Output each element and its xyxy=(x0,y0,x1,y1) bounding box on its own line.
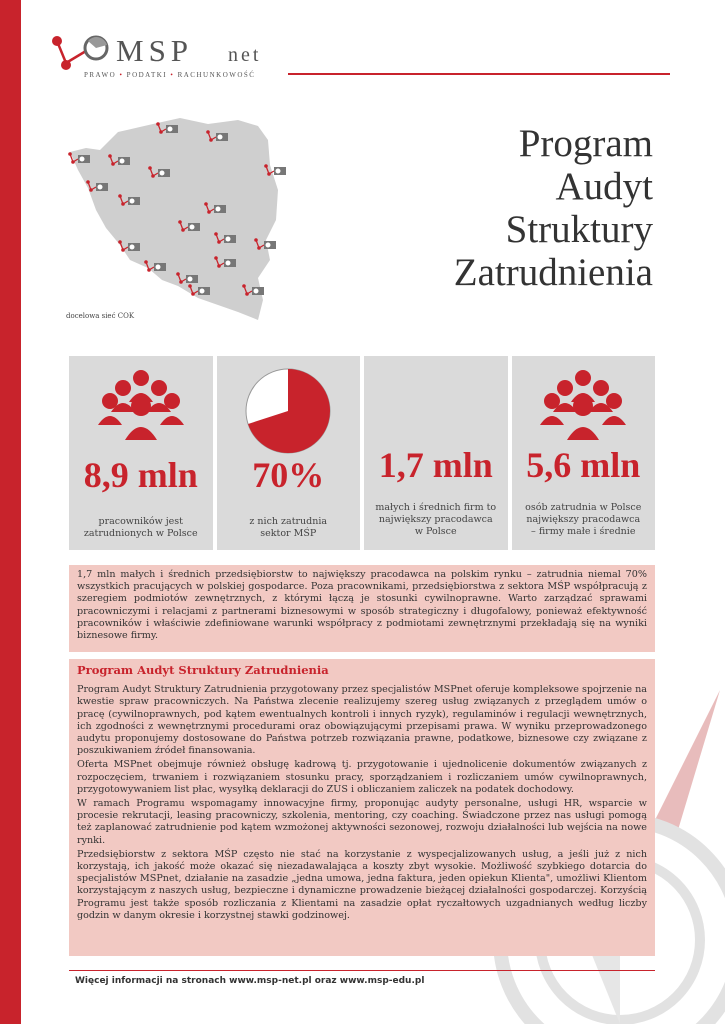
people-group-icon xyxy=(512,368,656,448)
office-pin-icon xyxy=(264,164,286,176)
stat-value: 5,6 mln xyxy=(526,445,641,485)
stats-panel xyxy=(69,356,655,550)
intro-text: 1,7 mln małych i średnich przedsiębiorstw to największy pracodawca na polskim rynku – zatrudnia niemal 70% wszystkich pracujących w polskiej gospodarce. Poza pracownikami, przedsiębiorstwa z sektora MŚP współpracują z szeregiem podmiotów zewnętrznych, z którymi łączą je stosunki cywilnoprawne. Warto zarządzać sprawami pracowniczymi i relacjami z partnerami biznesowymi w sposób strategiczny i długofalowy, ponieważ efektywność pracowników i właściwie zdefiniowane warunki współpracy z podmiotami zewnętrznymi przekładają się na wyniki biznesowe firmy. xyxy=(69,565,655,652)
pie-chart-icon xyxy=(217,366,361,446)
paragraph: Program Audyt Struktury Zatrudnienia przygotowany przez specjalistów MSPnet oferuje kompleksowe spojrzenie na kwestie spraw pracowniczych. Na Państwa zlecenie realizujemy szereg usług związanych z przeglądem umów o pracę (cywilnoprawnych, pod kątem ewentualnych kontroli i innych ryzyk), regulaminów i regulacji wewnętrznych, ich zgodności z wewnętrznymi procedurami oraz obowiązującymi przepisami prawa. W wyniku przeprowadzonego audytu proponujemy dostosowane do Państwa potrzeb rozwiązania prawne, podatkowe, biznesowe czy związane z poszukiwaniem źródeł finansowania. xyxy=(77,684,647,757)
paragraph: Oferta MSPnet obejmuje również obsługę kadrową tj. przygotowanie i ujednolicenie dokumentów związanych z rozpoczęciem, trwaniem i rozwiązaniem stosunku pracy, sporządzaniem i rozliczaniem umów cywilnoprawnych, przygotowywaniem list płac, wysyłką deklaracji do ZUS i obliczaniem zaliczek na podatek dochodowy. xyxy=(77,759,647,795)
header-divider xyxy=(288,73,670,75)
logo-tagline: PRAWO • PODATKI • RACHUNKOWOŚĆ xyxy=(84,71,256,79)
map-caption: docelowa sieć COK xyxy=(66,312,135,320)
paragraph: Przedsiębiorstw z sektora MŚP często nie stać na korzystanie z wyspecjalizowanych usług, a jeśli już z nich korzystają, ich jakość może okazać się niezadawalająca a koszty zbyt wysokie. Możliwość szybkiego dotarcia do specjalistów MSPnet, działanie na zasadzie „jedna umowa, jedna faktura, jeden opiekun Klienta", umożliwi Klientom korzystającym z naszych usług, bezpieczne i dynamiczne prowadzenie bieżącej działalności gospodarczej. Korzyścią Programu jest także sposób rozliczania z Klientami na zasadzie opłat ryczałtowych uzgadnianych według liczby godzin w danym okresie i korzystnej stawki godzinowej. xyxy=(77,848,647,921)
footer-divider xyxy=(69,970,655,971)
stat-sme-employment xyxy=(512,356,656,550)
stat-value: 8,9 mln xyxy=(83,455,198,495)
stat-value: 1,7 mln xyxy=(378,445,493,485)
people-group-icon xyxy=(69,368,213,448)
paragraph: W ramach Programu wspomagamy innowacyjne firmy, proponując audyty personalne, usługi HR, wsparcie w procesie rekrutacji, leasing pracowniczy, szkolenia, mentoring, czy coaching. Świadczone przez nas usługi pomogą też zaplanować zatrudnienie pod kątem wzmożonej aktywności sezonowej, rozwoju działalności lub wejścia na nowe rynki. xyxy=(77,798,647,846)
footer-text: Więcej informacji na stronach www.msp-net.pl oraz www.msp-edu.pl xyxy=(75,976,425,986)
page-title: Program Audyt Struktury Zatrudnienia xyxy=(453,122,653,294)
stat-description: osób zatrudnia w Polsce największy pracodawca – firmy małe i średnie xyxy=(525,502,642,537)
logo-brand: MSP xyxy=(116,33,194,68)
stat-value: 70% xyxy=(252,455,325,495)
logo xyxy=(48,33,288,83)
left-accent-bar xyxy=(0,0,21,1024)
stat-employees xyxy=(69,356,213,550)
logo-suffix: net xyxy=(228,44,262,66)
stat-description: z nich zatrudnia sektor MŚP xyxy=(249,516,328,539)
stat-sme-share xyxy=(217,356,361,550)
stat-description: małych i średnich firm to największy pracodawca w Polsce xyxy=(375,502,497,537)
section-heading: Program Audyt Struktury Zatrudnienia xyxy=(77,663,329,677)
stat-sme-count xyxy=(364,356,508,550)
stat-description: pracowników jest zatrudnionych w Polsce xyxy=(83,516,198,539)
program-section xyxy=(69,659,655,956)
poland-map xyxy=(58,110,288,325)
